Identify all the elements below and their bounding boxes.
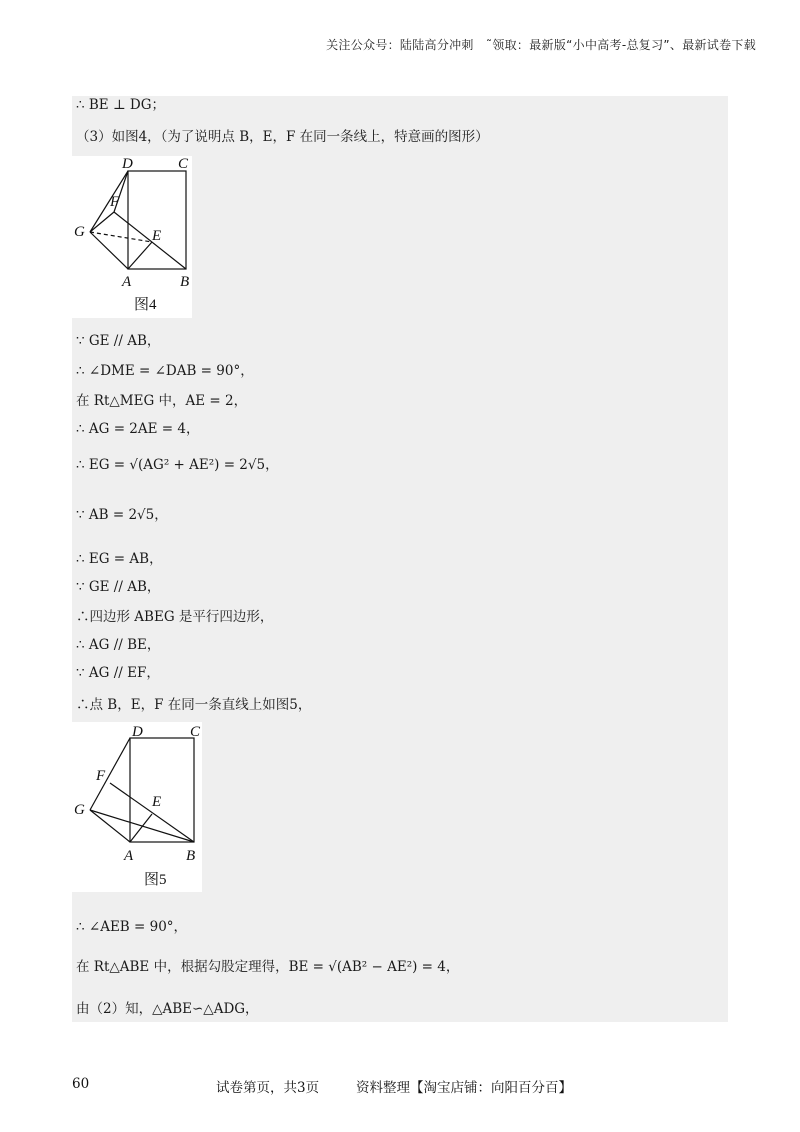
segment-fg [90, 212, 114, 232]
segment-fb [110, 783, 194, 842]
label-e: E [152, 794, 162, 810]
segment-fb [114, 212, 186, 269]
segment-ga [90, 232, 128, 269]
solution-line: ∴四边形 ABEG 是平行四边形， [76, 609, 274, 625]
solution-line: ∵ AG // EF， [76, 665, 160, 681]
label-c: C [178, 156, 189, 172]
page-number: 60 [72, 1076, 90, 1092]
label-b: B [186, 848, 196, 864]
figure-5 [72, 722, 202, 892]
solution-line: ∵ GE // AB， [76, 333, 161, 349]
solution-content [72, 96, 728, 1022]
segment-dg [90, 171, 128, 232]
solution-line: 在 Rt△MEG 中，AE = 2， [76, 393, 248, 409]
solution-line: ∴ AG // BE， [76, 637, 161, 653]
solution-line: ∵ GE // AB， [76, 579, 161, 595]
label-d: D [132, 724, 143, 740]
solution-line: ∴点 B，E，F 在同一条直线上如图5， [76, 697, 312, 713]
footer-source: 资料整理【淘宝店铺：向阳百分百】 [356, 1080, 572, 1096]
label-d: D [122, 156, 133, 172]
label-g: G [74, 802, 85, 818]
segment-ae [128, 242, 152, 269]
page-header: 关注公众号：陆陆高分冲刺 ˜领取：最新版“小中高考-总复习”、最新试卷下载 [326, 38, 756, 52]
solution-line: ∴ EG = √(AG² + AE²) = 2√5， [76, 457, 279, 473]
solution-line: ∴ BE ⊥ DG； [76, 97, 166, 113]
solution-line: ∴ EG = AB， [76, 551, 163, 567]
label-f: F [110, 194, 120, 210]
solution-line: 由（2）知，△ABE∽△ADG， [76, 1001, 259, 1017]
solution-line: ∴ AG = 2AE = 4， [76, 421, 200, 437]
footer-page-info: 试卷第页，共3页 [216, 1080, 320, 1096]
figure-4-caption: 图4 [134, 297, 157, 313]
figure-4 [72, 156, 192, 318]
figure-4-diagram [72, 156, 192, 318]
figure-5-caption: 图5 [144, 872, 167, 888]
square-abcd [130, 738, 194, 842]
label-f: F [96, 768, 106, 784]
solution-line: ∴ ∠DME = ∠DAB = 90°， [76, 363, 254, 379]
figure-5-diagram [72, 722, 202, 892]
label-a: A [122, 274, 132, 290]
square-abcd [128, 171, 186, 269]
label-c: C [190, 724, 201, 740]
segment-ga [90, 810, 130, 842]
solution-line: ∵ AB = 2√5， [76, 507, 168, 523]
solution-line: ∴ ∠AEB = 90°， [76, 919, 188, 935]
solution-line: 在 Rt△ABE 中，根据勾股定理得，BE = √(AB² − AE²) = 4， [76, 959, 460, 975]
label-e: E [152, 228, 162, 244]
label-b: B [180, 274, 190, 290]
solution-line: （3）如图4，（为了说明点 B，E，F 在同一条线上，特意画的图形） [76, 129, 489, 145]
label-a: A [124, 848, 134, 864]
label-g: G [74, 224, 85, 240]
